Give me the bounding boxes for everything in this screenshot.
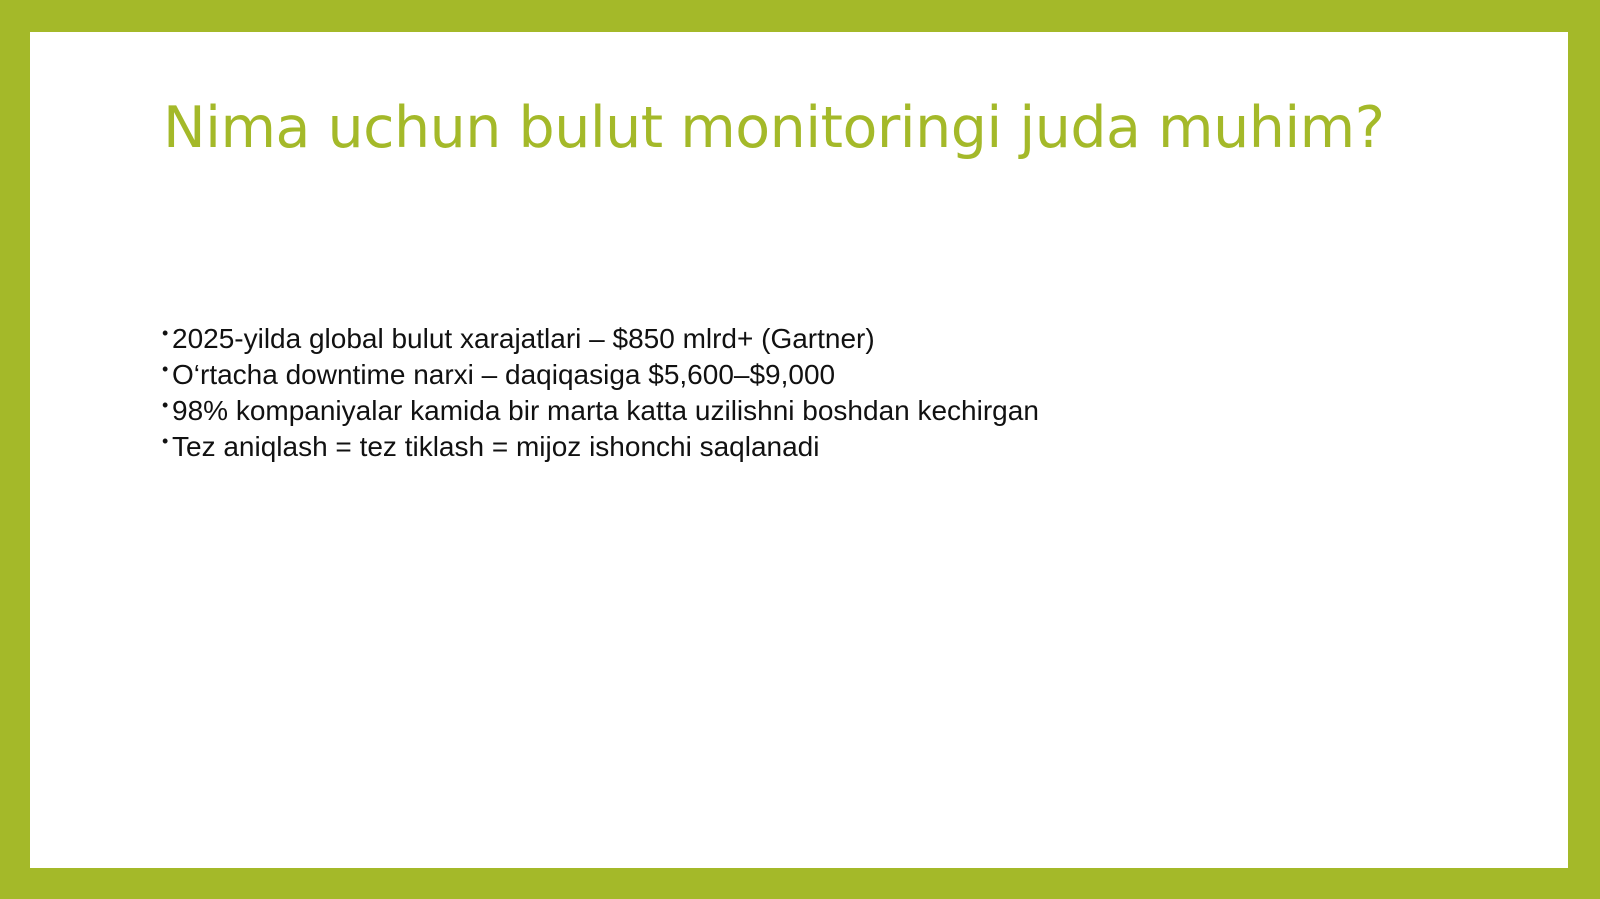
bullet-text: Tez aniqlash = tez tiklash = mijoz ishonchi saqlanadi <box>172 431 820 462</box>
bullet-item <box>162 393 1462 429</box>
slide-canvas <box>30 32 1568 868</box>
bullet-list <box>162 321 1462 465</box>
bullet-text: 2025-yilda global bulut xarajatlari – $850 mlrd+ (Gartner) <box>172 323 875 354</box>
bullet-marker: • <box>162 359 169 379</box>
bullet-item <box>162 429 1462 465</box>
bullet-marker: • <box>162 323 169 343</box>
bullet-text: 98% kompaniyalar kamida bir marta katta uzilishni boshdan kechirgan <box>172 395 1039 426</box>
bullet-marker: • <box>162 395 169 415</box>
bullet-item <box>162 357 1462 393</box>
bullet-text: O‘rtacha downtime narxi – daqiqasiga $5,600–$9,000 <box>172 359 836 390</box>
slide-title: Nima uchun bulut monitoringi juda muhim? <box>163 95 1385 161</box>
bullet-item <box>162 321 1462 357</box>
bullet-marker: • <box>162 431 169 451</box>
